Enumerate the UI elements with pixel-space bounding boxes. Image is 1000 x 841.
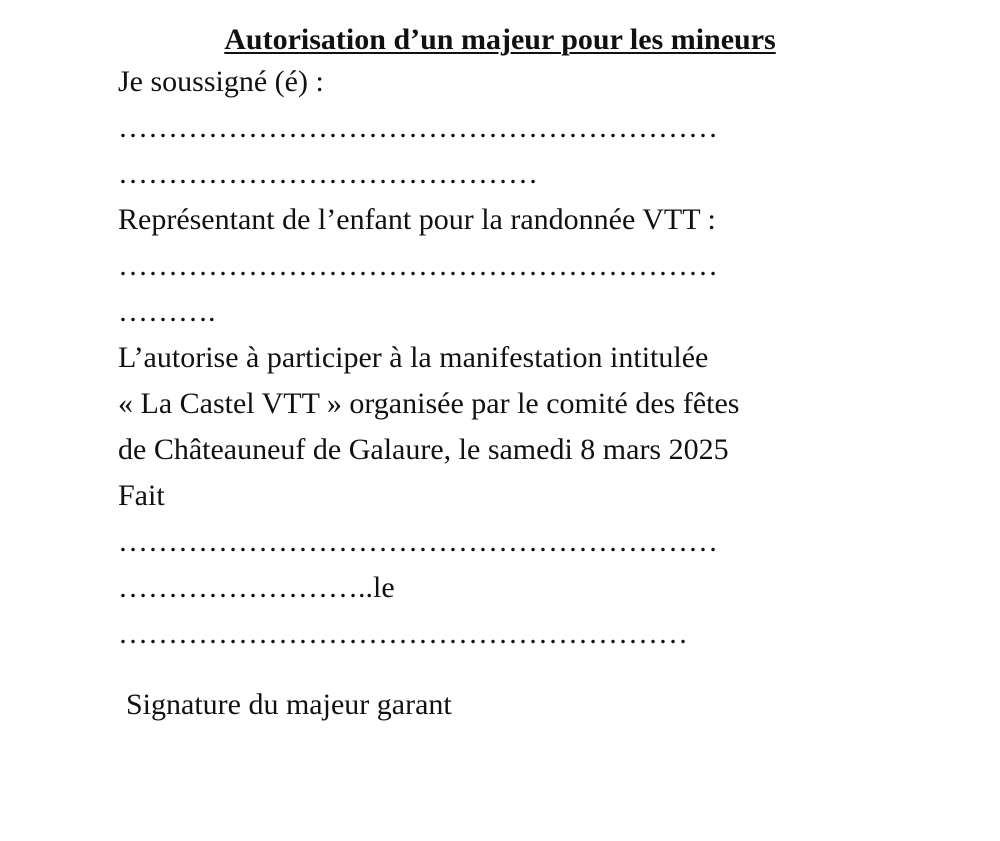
authorization-text-line-1: L’autorise à participer à la manifestation intitulée bbox=[118, 341, 709, 374]
document-body bbox=[118, 59, 978, 657]
date-dotted-line: ………………………………………………… bbox=[118, 617, 688, 650]
fait-label: Fait bbox=[118, 479, 165, 512]
representant-label: Représentant de l’enfant pour la randonnée VTT : bbox=[118, 203, 716, 236]
authorization-text-line-2: « La Castel VTT » organisée par le comité des fêtes bbox=[118, 387, 740, 420]
authorization-text-line-3: de Châteauneuf de Galaure, le samedi 8 mars 2025 bbox=[118, 433, 729, 466]
child-dotted-line-1: …………………………………………………… bbox=[118, 249, 718, 282]
child-dotted-line-2: ………. bbox=[118, 295, 216, 328]
soussigne-label: Je soussigné (é) : bbox=[118, 65, 324, 98]
place-dotted-line-2: ……………………..le bbox=[118, 571, 395, 604]
signature-label: Signature du majeur garant bbox=[126, 688, 452, 721]
name-dotted-line-2: …………………………………… bbox=[118, 157, 538, 190]
document-title: Autorisation d’un majeur pour les mineurs bbox=[224, 23, 776, 56]
place-dotted-line-1: …………………………………………………… bbox=[118, 525, 718, 558]
name-dotted-line-1: …………………………………………………… bbox=[118, 111, 718, 144]
